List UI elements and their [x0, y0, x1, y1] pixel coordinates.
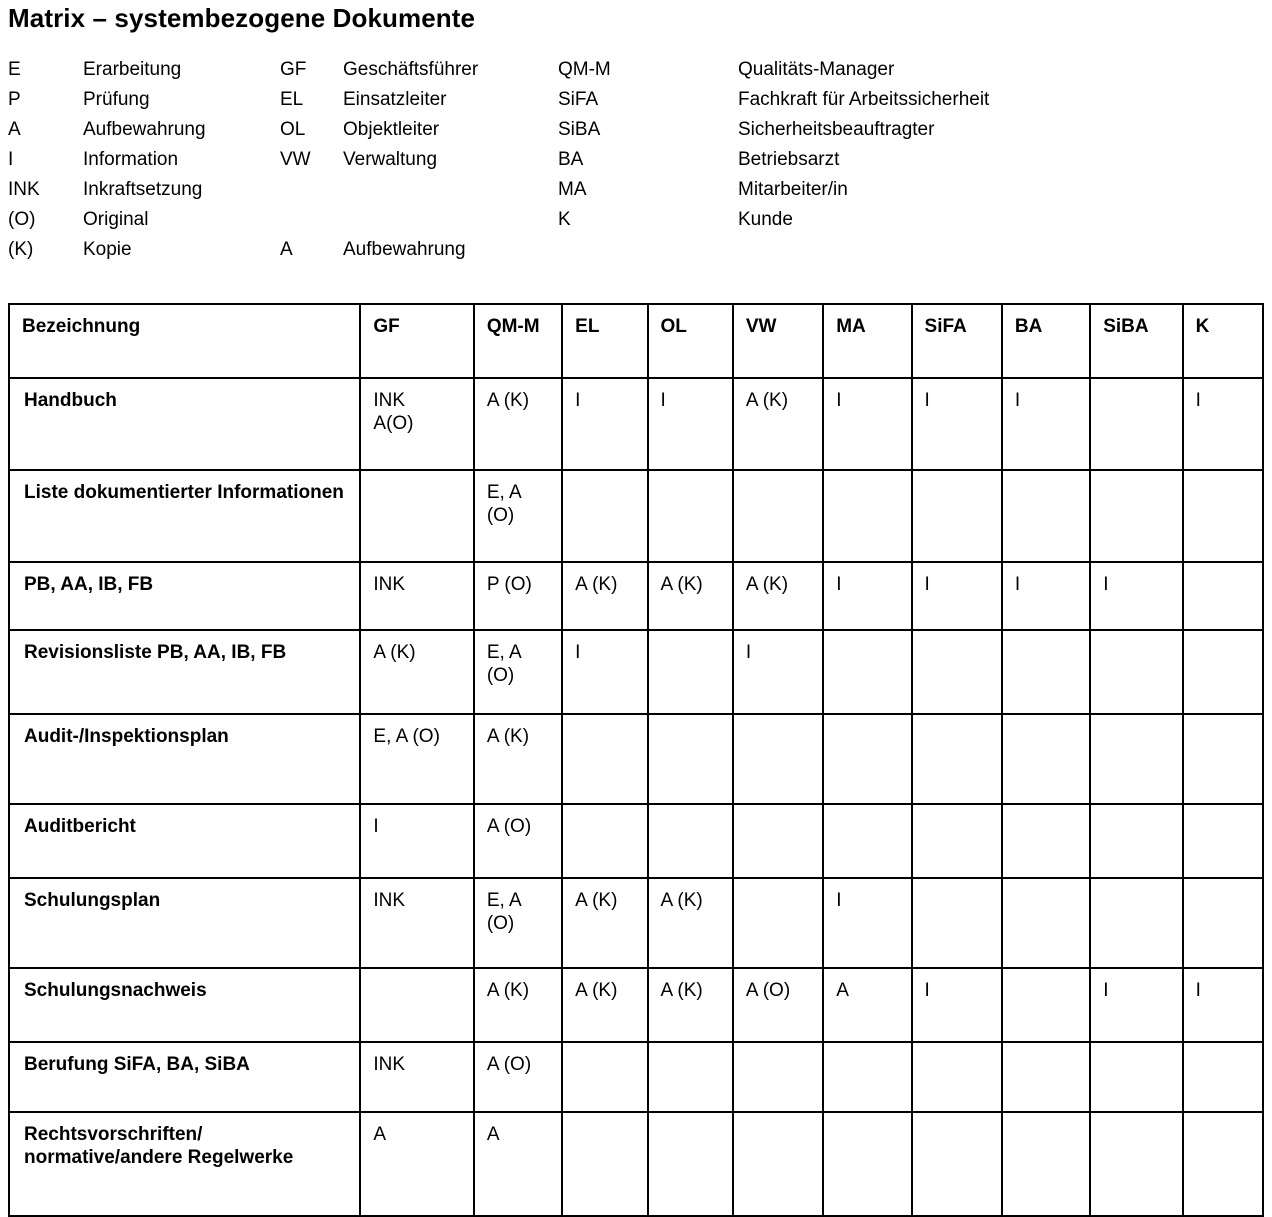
table-row — [9, 1112, 1263, 1216]
matrix-cell: A (K) — [562, 968, 647, 1042]
matrix-cell: I — [1090, 562, 1182, 630]
legend-abbr-2: EL — [280, 88, 304, 110]
matrix-cell: P (O) — [474, 562, 562, 630]
legend-row — [8, 205, 1248, 235]
legend-term-2: Einsatzleiter — [343, 88, 447, 110]
matrix-cell: I — [912, 968, 1002, 1042]
matrix-cell: A (K) — [648, 562, 733, 630]
matrix-cell: I — [912, 378, 1002, 470]
matrix-cell: A (O) — [733, 968, 823, 1042]
legend-term-1: Original — [83, 208, 149, 230]
column-header-ma: MA — [823, 304, 911, 378]
matrix-cell: A — [360, 1112, 473, 1216]
matrix-cell — [1183, 470, 1263, 562]
legend-abbr-1: (K) — [8, 238, 34, 260]
legend-term-1: Information — [83, 148, 179, 170]
row-label: Revisionsliste PB, AA, IB, FB — [9, 630, 360, 714]
legend-abbr-2: VW — [280, 148, 311, 170]
matrix-cell: A (K) — [648, 968, 733, 1042]
matrix-cell: I — [562, 630, 647, 714]
matrix-cell: I — [733, 630, 823, 714]
matrix-cell — [1002, 470, 1090, 562]
matrix-cell: INK A(O) — [360, 378, 473, 470]
matrix-cell — [360, 968, 473, 1042]
matrix-cell — [912, 1042, 1002, 1112]
matrix-cell: A (K) — [733, 378, 823, 470]
legend-abbr-2: GF — [280, 58, 307, 80]
table-row — [9, 470, 1263, 562]
row-label: Auditbericht — [9, 804, 360, 878]
matrix-cell — [1002, 1112, 1090, 1216]
matrix-cell — [823, 804, 911, 878]
matrix-cell — [912, 878, 1002, 968]
table-row — [9, 1042, 1263, 1112]
legend-term-3: Mitarbeiter/in — [738, 178, 848, 200]
legend-row — [8, 115, 1248, 145]
column-header-vw: VW — [733, 304, 823, 378]
matrix-cell — [912, 714, 1002, 804]
matrix-cell: A (K) — [474, 714, 562, 804]
matrix-cell — [360, 470, 473, 562]
matrix-cell: A (K) — [562, 878, 647, 968]
table-row — [9, 878, 1263, 968]
matrix-cell — [1183, 804, 1263, 878]
column-header-bezeichnung: Bezeichnung — [9, 304, 360, 378]
matrix-cell: E, A (O) — [474, 470, 562, 562]
matrix-cell — [912, 1112, 1002, 1216]
document-page — [0, 4, 1272, 1217]
legend-abbr-3: SiFA — [558, 88, 599, 110]
row-label: Audit-/Inspektionsplan — [9, 714, 360, 804]
matrix-cell: A (K) — [474, 968, 562, 1042]
column-header-ba: BA — [1002, 304, 1090, 378]
matrix-cell — [912, 470, 1002, 562]
matrix-cell — [823, 1112, 911, 1216]
legend-row — [8, 175, 1248, 205]
matrix-cell: I — [648, 378, 733, 470]
matrix-cell — [648, 804, 733, 878]
matrix-cell — [1183, 562, 1263, 630]
matrix-cell: I — [823, 878, 911, 968]
matrix-cell — [1090, 1042, 1182, 1112]
matrix-cell: I — [823, 562, 911, 630]
column-header-sifa: SiFA — [912, 304, 1002, 378]
legend-abbr-2: OL — [280, 118, 306, 140]
legend-term-1: Aufbewahrung — [83, 118, 206, 140]
legend-abbr-3: SiBA — [558, 118, 601, 140]
legend-abbr-1: E — [8, 58, 21, 80]
legend-term-1: Inkraftsetzung — [83, 178, 203, 200]
matrix-cell — [1183, 878, 1263, 968]
legend-abbr-1: INK — [8, 178, 40, 200]
legend-abbr-3: MA — [558, 178, 587, 200]
legend-abbr-3: K — [558, 208, 571, 230]
matrix-cell — [1090, 1112, 1182, 1216]
matrix-cell: E, A (O) — [360, 714, 473, 804]
legend-term-2: Aufbewahrung — [343, 238, 466, 260]
row-label: Rechtsvorschriften/ normative/andere Regelwerke — [9, 1112, 360, 1216]
matrix-cell: E, A (O) — [474, 878, 562, 968]
matrix-cell — [562, 1042, 647, 1112]
matrix-cell — [733, 470, 823, 562]
legend-term-3: Sicherheitsbeauftragter — [738, 118, 935, 140]
matrix-cell — [733, 804, 823, 878]
matrix-cell: I — [912, 562, 1002, 630]
matrix-cell: INK — [360, 878, 473, 968]
matrix-cell: INK — [360, 1042, 473, 1112]
legend-row — [8, 85, 1248, 115]
row-label: Berufung SiFA, BA, SiBA — [9, 1042, 360, 1112]
legend-abbr-1: (O) — [8, 208, 36, 230]
matrix-cell — [1002, 968, 1090, 1042]
matrix-cell — [1090, 878, 1182, 968]
matrix-cell — [648, 714, 733, 804]
matrix-table-wrapper — [8, 303, 1264, 1217]
matrix-cell — [823, 470, 911, 562]
column-header-el: EL — [562, 304, 647, 378]
matrix-cell — [1090, 630, 1182, 714]
table-row — [9, 562, 1263, 630]
matrix-cell — [733, 714, 823, 804]
matrix-cell — [1002, 714, 1090, 804]
matrix-cell — [1183, 714, 1263, 804]
legend-row — [8, 235, 1248, 265]
matrix-cell — [912, 630, 1002, 714]
matrix-cell: A (O) — [474, 804, 562, 878]
matrix-cell — [1002, 878, 1090, 968]
table-row — [9, 968, 1263, 1042]
column-header-ol: OL — [648, 304, 733, 378]
matrix-cell — [1183, 1112, 1263, 1216]
matrix-cell — [562, 470, 647, 562]
table-row — [9, 378, 1263, 470]
matrix-cell: I — [1183, 968, 1263, 1042]
legend-term-3: Fachkraft für Arbeitssicherheit — [738, 88, 990, 110]
matrix-cell — [648, 1112, 733, 1216]
matrix-cell: A — [823, 968, 911, 1042]
matrix-cell — [823, 1042, 911, 1112]
matrix-cell — [562, 804, 647, 878]
legend-block — [8, 55, 1248, 265]
matrix-cell — [562, 714, 647, 804]
legend-abbr-3: BA — [558, 148, 584, 170]
matrix-cell — [1090, 714, 1182, 804]
legend-term-1: Erarbeitung — [83, 58, 182, 80]
matrix-cell — [562, 1112, 647, 1216]
column-header-qmm: QM-M — [474, 304, 562, 378]
matrix-cell: A (K) — [648, 878, 733, 968]
legend-term-3: Kunde — [738, 208, 793, 230]
legend-abbr-3: QM-M — [558, 58, 611, 80]
matrix-cell — [648, 470, 733, 562]
matrix-cell: I — [360, 804, 473, 878]
document-matrix-table — [8, 303, 1264, 1217]
table-header-row — [9, 304, 1263, 378]
matrix-cell — [823, 630, 911, 714]
matrix-cell: E, A (O) — [474, 630, 562, 714]
legend-term-3: Betriebsarzt — [738, 148, 840, 170]
row-label: Schulungsnachweis — [9, 968, 360, 1042]
legend-abbr-1: P — [8, 88, 21, 110]
matrix-cell — [1183, 630, 1263, 714]
matrix-cell — [733, 878, 823, 968]
table-row — [9, 804, 1263, 878]
column-header-siba: SiBA — [1090, 304, 1182, 378]
page-title: Matrix – systembezogene Dokumente — [8, 3, 476, 33]
row-label: Liste dokumentierter Informationen — [9, 470, 360, 562]
matrix-cell: I — [1183, 378, 1263, 470]
matrix-cell: A (K) — [474, 378, 562, 470]
column-header-gf: GF — [360, 304, 473, 378]
row-label: Schulungsplan — [9, 878, 360, 968]
legend-term-2: Objektleiter — [343, 118, 440, 140]
legend-abbr-1: I — [8, 148, 14, 170]
legend-term-2: Geschäftsführer — [343, 58, 479, 80]
matrix-cell — [648, 630, 733, 714]
matrix-cell — [733, 1042, 823, 1112]
row-label: Handbuch — [9, 378, 360, 470]
row-label: PB, AA, IB, FB — [9, 562, 360, 630]
matrix-cell — [1090, 470, 1182, 562]
matrix-cell: A (K) — [360, 630, 473, 714]
legend-abbr-1: A — [8, 118, 21, 140]
matrix-cell — [733, 1112, 823, 1216]
matrix-cell: I — [562, 378, 647, 470]
matrix-cell — [1183, 1042, 1263, 1112]
matrix-cell — [912, 804, 1002, 878]
legend-term-1: Prüfung — [83, 88, 150, 110]
matrix-cell — [648, 1042, 733, 1112]
matrix-cell: I — [823, 378, 911, 470]
column-header-k: K — [1183, 304, 1263, 378]
legend-row — [8, 145, 1248, 175]
matrix-cell — [1002, 630, 1090, 714]
matrix-cell: I — [1002, 378, 1090, 470]
matrix-cell — [1090, 378, 1182, 470]
matrix-cell: I — [1002, 562, 1090, 630]
matrix-cell: A (O) — [474, 1042, 562, 1112]
matrix-cell — [1090, 804, 1182, 878]
matrix-cell — [823, 714, 911, 804]
legend-term-2: Verwaltung — [343, 148, 438, 170]
legend-abbr-2: A — [280, 238, 293, 260]
matrix-cell: A — [474, 1112, 562, 1216]
legend-term-1: Kopie — [83, 238, 132, 260]
matrix-cell — [1002, 1042, 1090, 1112]
matrix-cell: I — [1090, 968, 1182, 1042]
matrix-cell: A (K) — [733, 562, 823, 630]
matrix-cell: A (K) — [562, 562, 647, 630]
matrix-cell — [1002, 804, 1090, 878]
matrix-cell: INK — [360, 562, 473, 630]
table-row — [9, 714, 1263, 804]
legend-row — [8, 55, 1248, 85]
table-row — [9, 630, 1263, 714]
legend-term-3: Qualitäts-Manager — [738, 58, 895, 80]
